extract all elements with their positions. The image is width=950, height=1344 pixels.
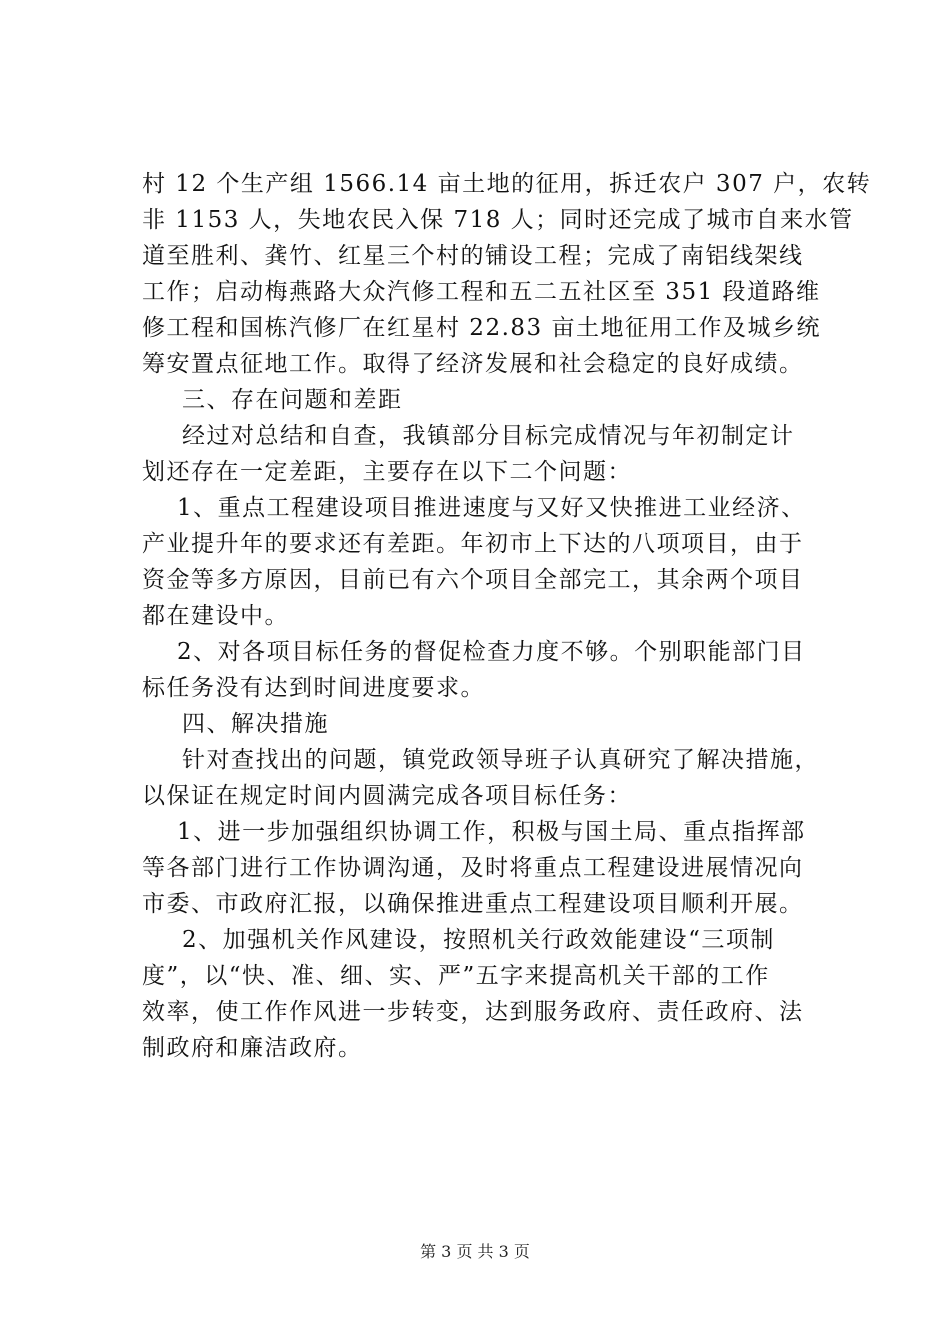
list-item: 2、加强机关作风建设，按照机关行政效能建设“三项制 xyxy=(182,927,775,953)
text-line: 都在建设中。 xyxy=(142,603,289,629)
text-line: 资金等多方原因，目前已有六个项目全部完工，其余两个项目 xyxy=(142,567,804,593)
text-line: 产业提升年的要求还有差距。年初市上下达的八项项目，由于 xyxy=(142,531,804,557)
text-line: 经过对总结和自查，我镇部分目标完成情况与年初制定计 xyxy=(182,423,795,449)
list-item: 1、进一步加强组织协调工作，积极与国土局、重点指挥部 xyxy=(177,819,806,845)
text-line: 划还存在一定差距，主要存在以下二个问题： xyxy=(142,459,632,485)
section-heading: 四、解决措施 xyxy=(182,711,329,737)
text-line: 以保证在规定时间内圆满完成各项目标任务： xyxy=(142,783,632,809)
section-heading: 三、存在问题和差距 xyxy=(182,387,403,413)
text-line: 等各部门进行工作协调沟通，及时将重点工程建设进展情况向 xyxy=(142,855,804,881)
text-line: 道至胜利、龚竹、红星三个村的铺设工程；完成了南铝线架线 xyxy=(142,243,804,269)
text-line: 修工程和国栋汽修厂在红星村 22.83 亩土地征用工作及城乡统 xyxy=(142,315,821,341)
text-line: 标任务没有达到时间进度要求。 xyxy=(142,675,485,701)
page-footer xyxy=(0,1240,950,1264)
text-line: 效率，使工作作风进一步转变，达到服务政府、责任政府、法 xyxy=(142,999,804,1025)
text-line: 针对查找出的问题，镇党政领导班子认真研究了解决措施， xyxy=(182,747,819,773)
text-line: 村 12 个生产组 1566.14 亩土地的征用，拆迁农户 307 户，农转 xyxy=(142,171,872,197)
text-line: 制政府和廉洁政府。 xyxy=(142,1035,363,1061)
document-body xyxy=(142,166,872,1066)
text-line: 市委、市政府汇报，以确保推进重点工程建设项目顺利开展。 xyxy=(142,891,804,917)
text-line: 筹安置点征地工作。取得了经济发展和社会稳定的良好成绩。 xyxy=(142,351,804,377)
text-line: 工作；启动梅燕路大众汽修工程和五二五社区至 351 段道路维 xyxy=(142,279,821,305)
list-item: 2、对各项目标任务的督促检查力度不够。个别职能部门目 xyxy=(177,639,806,665)
page-number: 第 3 页 共 3 页 xyxy=(420,1242,530,1261)
text-line: 非 1153 人，失地农民入保 718 人；同时还完成了城市自来水管 xyxy=(142,207,854,233)
list-item: 1、重点工程建设项目推进速度与又好又快推进工业经济、 xyxy=(177,495,806,521)
text-line: 度”，以“快、准、细、实、严”五字来提高机关干部的工作 xyxy=(142,963,770,989)
